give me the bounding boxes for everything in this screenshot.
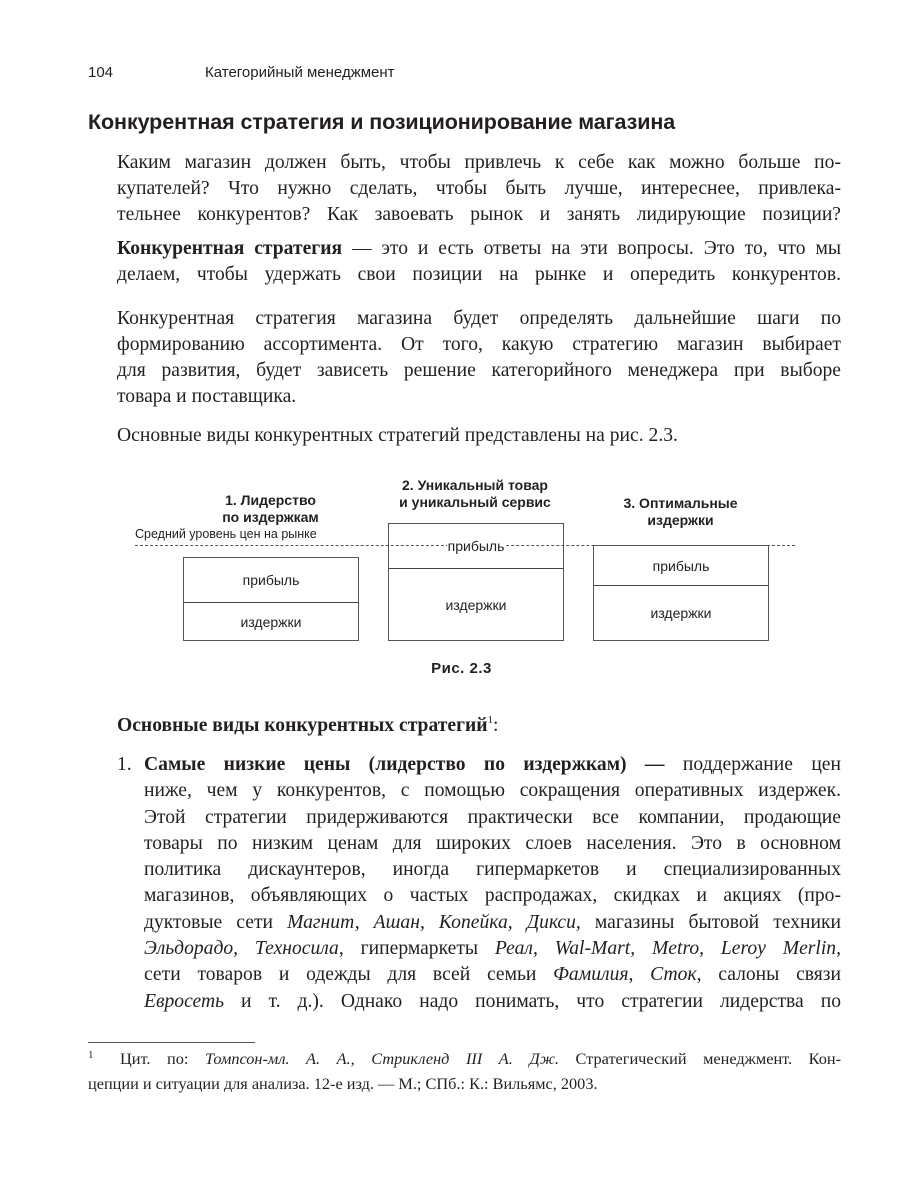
- text-line: товара и поставщика.: [117, 386, 297, 407]
- text-line: Каким магазин должен быть, чтобы привлечь к себе как можно больше по-: [117, 152, 841, 173]
- heading-line: 1. Лидерство: [225, 492, 316, 508]
- running-head-title: Категорийный менеджмент: [205, 64, 395, 81]
- figure-box-cost-leadership: [183, 557, 359, 641]
- figure-box-unique-product: [388, 523, 564, 641]
- text-line: [144, 989, 841, 1015]
- costs-segment: издержки: [445, 596, 507, 613]
- footnote-ref[interactable]: 1: [487, 714, 494, 726]
- text-line: товары по низким ценам для широких слоев населения. Это в основном: [144, 832, 841, 854]
- text-span: дуктовые сети: [144, 911, 288, 933]
- text-line: [144, 910, 841, 936]
- text-line: формированию ассортимента. От того, какую стратегию магазин выбирает: [117, 334, 841, 355]
- text-span: магазины бытовой техники: [580, 911, 841, 933]
- list-intro-text: Основные виды конкурентных стратегий: [117, 715, 488, 736]
- text-line: политика дискаунтеров, иногда гипермаркетов и специализированных: [144, 859, 841, 881]
- brand-name: Евросеть: [144, 990, 225, 1012]
- brand-name: Фамилия: [553, 964, 629, 986]
- profit-segment: [389, 524, 563, 569]
- text-line: тельнее конкурентов? Как завоевать рынок и занять лидирующие позиции?: [117, 204, 841, 225]
- text-span: , салоны связи: [696, 964, 842, 986]
- brand-names: Магнит, Ашан, Копейка, Дикси,: [287, 911, 581, 933]
- text-span: Цит. по:: [120, 1049, 205, 1068]
- figure-column-heading-2: [375, 477, 575, 511]
- text-span: поддержание цен: [664, 754, 841, 775]
- list-item-lead: Самые низкие цены (лидерство по издержкам) —: [144, 754, 665, 775]
- paragraph-definition: [117, 236, 841, 288]
- paragraph-strategy: [117, 306, 841, 410]
- heading-line: 3. Оптимальные: [623, 495, 738, 511]
- heading-line: и уникальный сервис: [399, 494, 551, 510]
- figure-column-heading-3: [593, 495, 768, 529]
- text-span: — это и есть ответы на эти вопросы. Это то, что мы: [342, 238, 842, 259]
- text-line: делаем, чтобы удержать свои позиции на рынке и опередить конкурентов.: [117, 264, 841, 285]
- text-line: Основные виды конкурентных стратегий представлены на рис. 2.3.: [117, 425, 678, 446]
- text-line: [144, 936, 841, 962]
- text-span: Стратегический менеджмент. Кон-: [558, 1049, 842, 1068]
- text-line: [88, 1046, 841, 1071]
- list-item-number: 1.: [117, 754, 132, 775]
- defined-term: Конкурентная стратегия: [117, 238, 343, 259]
- text-line: Конкурентная стратегия магазина будет определять дальнейшие шаги по: [117, 308, 841, 329]
- text-span: сети товаров и одежды для всей семьи: [144, 964, 554, 986]
- text-span: и т. д.). Однако надо понимать, что стратегии лидерства по: [224, 990, 841, 1012]
- paragraph-intro: [117, 150, 841, 228]
- section-title: Конкурентная стратегия и позиционирование магазина: [88, 110, 676, 134]
- text-span: гипермаркеты: [343, 938, 495, 960]
- list-item: [144, 752, 841, 1015]
- figure-column-heading-1: [183, 492, 358, 526]
- costs-segment: издержки: [240, 613, 302, 630]
- brand-names: Эльдорадо, Техносила,: [144, 938, 344, 960]
- footnote: [88, 1046, 841, 1096]
- figure-box-optimal-costs: [593, 545, 769, 641]
- heading-line: 2. Уникальный товар: [402, 477, 548, 493]
- text-line: для развития, будет зависеть решение категорийного менеджера при выборе: [117, 360, 841, 381]
- page-number: 104: [88, 64, 114, 81]
- profit-label: прибыль: [447, 538, 505, 554]
- text-line: [144, 752, 841, 778]
- costs-segment: издержки: [650, 605, 712, 621]
- figure-caption: Рис. 2.3: [431, 660, 492, 677]
- heading-line: по издержкам: [222, 509, 319, 525]
- text-span: :: [493, 715, 499, 736]
- footnote-authors: Томпсон-мл. А. А., Стрикленд III А. Дж.: [204, 1049, 559, 1068]
- paragraph-figure-ref: [117, 423, 841, 449]
- average-price-label: Средний уровень цен на рынке: [135, 527, 317, 541]
- text-line: ниже, чем у конкурентов, с помощью сокращения оперативных издержек.: [144, 780, 841, 802]
- brand-name: Сток: [650, 964, 697, 986]
- profit-segment: прибыль: [184, 558, 358, 603]
- brand-names: Реал, Wal-Mart, Metro, Leroy Merlin,: [494, 938, 841, 960]
- text-span: ,: [628, 964, 651, 986]
- text-line: цепции и ситуации для анализа. 12-е изд. — М.; СПб.: К.: Вильямс, 2003.: [88, 1074, 598, 1093]
- footnote-separator: [88, 1042, 255, 1043]
- text-line: [117, 713, 841, 739]
- text-line: купателей? Что нужно сделать, чтобы быть лучше, интереснее, привлека-: [117, 178, 841, 199]
- text-line: [144, 962, 841, 988]
- profit-segment: прибыль: [594, 546, 768, 586]
- heading-line: издержки: [647, 512, 714, 528]
- text-line: Этой стратегии придерживаются практически все компании, продающие: [144, 806, 841, 828]
- text-line: [117, 236, 841, 262]
- text-line: магазинов, объявляющих о частых распродажах, скидках и акциях (про-: [144, 885, 841, 907]
- list-intro: [117, 713, 841, 739]
- footnote-mark: 1: [88, 1049, 94, 1061]
